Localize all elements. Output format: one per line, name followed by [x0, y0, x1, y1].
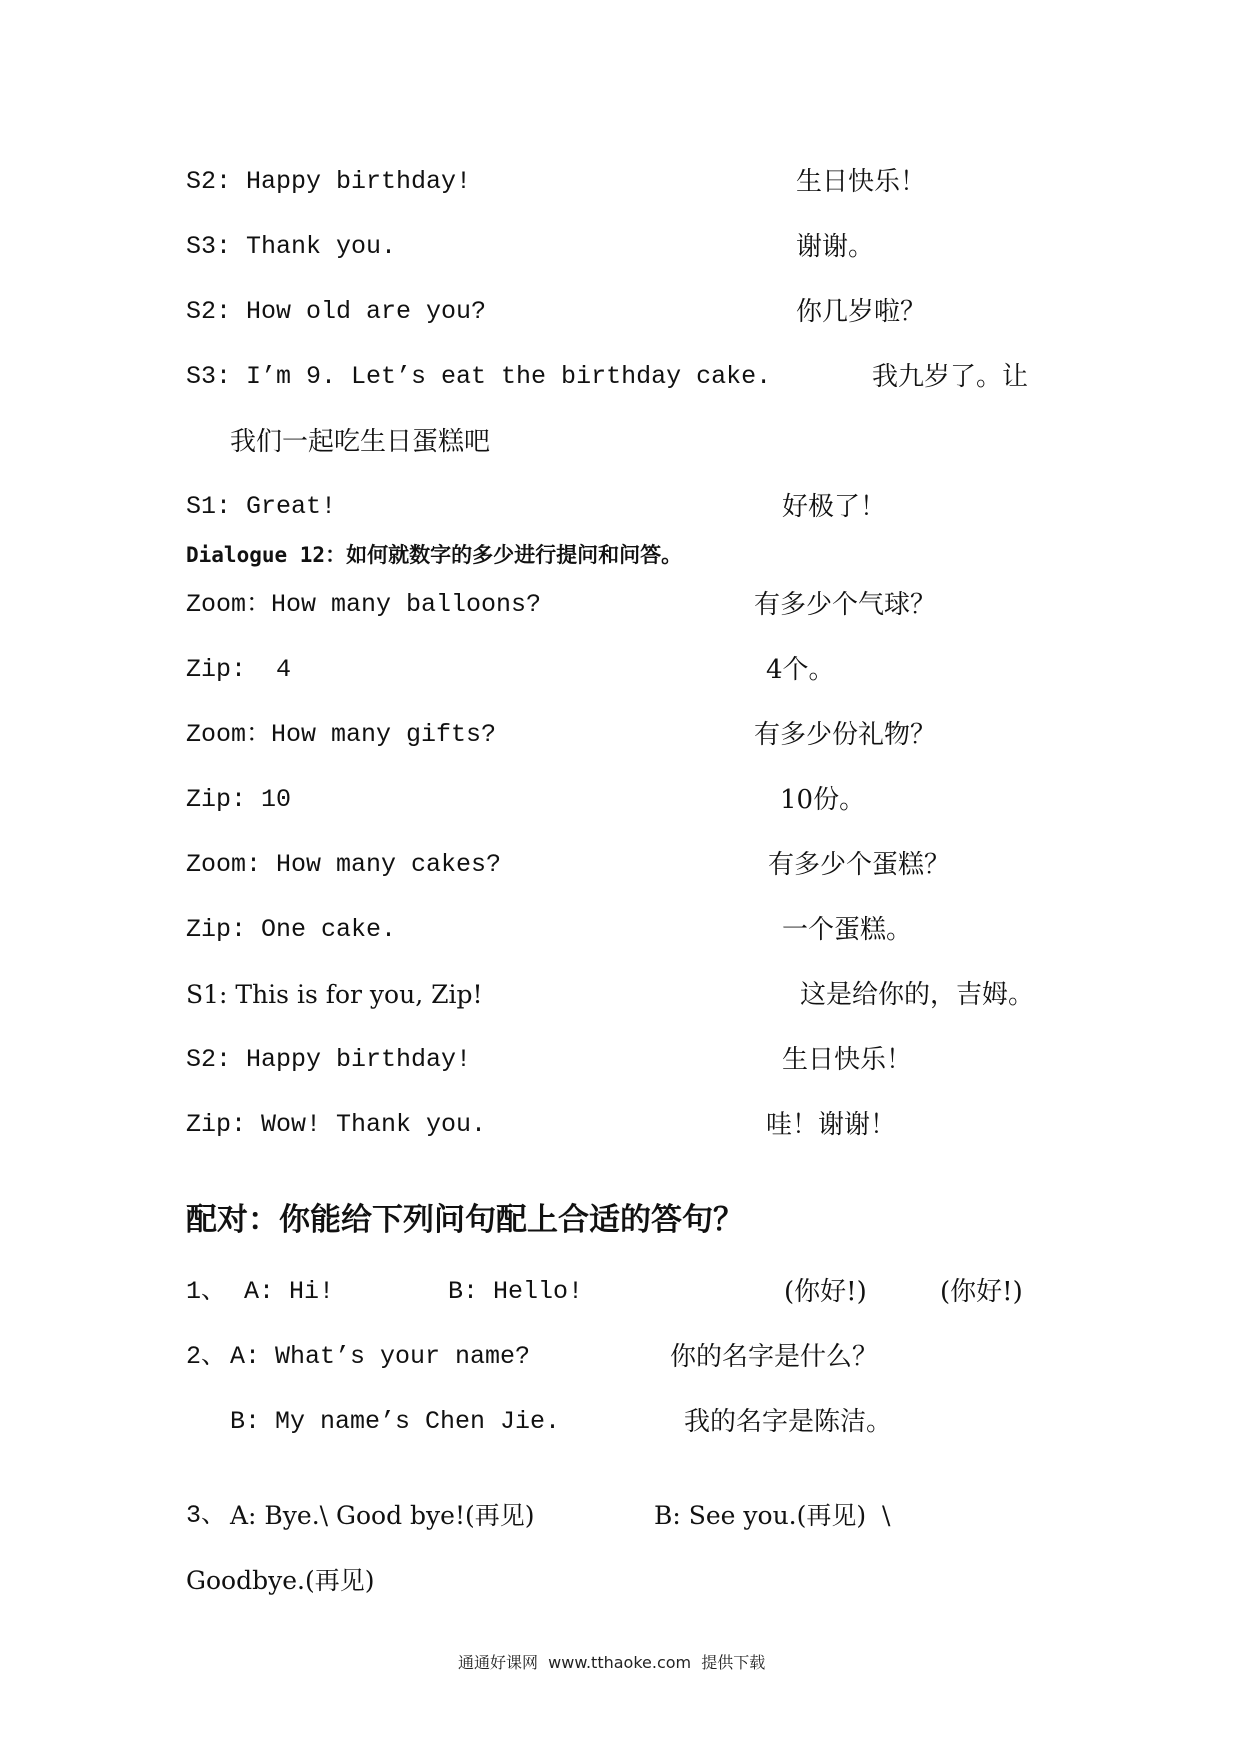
- dialogue-line-en: S3: Thank you.: [186, 232, 397, 261]
- dialogue-line-cn: 生日快乐！: [796, 167, 927, 197]
- dialogue-line-en: Zip: 10: [186, 785, 292, 814]
- dialogue-line-en: S2: Happy birthday!: [186, 167, 472, 196]
- question-a: A: What’s your name?: [230, 1342, 531, 1371]
- answer-b: B: Hello!: [448, 1277, 584, 1306]
- dialogue-line-en: S3: I’m 9. Let’s eat the birthday cake.: [186, 362, 772, 391]
- question-a: A: Bye.\ Good bye!(再见): [230, 1501, 535, 1530]
- page-footer: 通通好课网 www.tthaoke.com 提供下载: [458, 1653, 766, 1672]
- dialogue-line-en: Zip: One cake.: [186, 915, 397, 944]
- dialogue-line-en: S1: This is for you, Zip!: [186, 980, 483, 1009]
- question-a-translation: (你好!): [784, 1277, 867, 1307]
- answer-b: B: See you.(再见) \: [654, 1501, 891, 1530]
- dialogue-line-en: Zip: Wow! Thank you.: [186, 1110, 487, 1139]
- dialogue-line-cn: 10份。: [780, 785, 866, 815]
- item-number: 3、: [186, 1501, 227, 1530]
- answer-b-translation: (你好!): [940, 1277, 1023, 1307]
- dialogue-line-cn: 有多少个气球？: [754, 590, 937, 620]
- dialogue-line-en: S1: Great!: [186, 492, 337, 521]
- dialogue-line-cn: 4个。: [766, 655, 835, 685]
- dialogue-line-en: Zoom：How many gifts?: [186, 720, 497, 749]
- dialogue-heading: Dialogue 12：如何就数字的多少进行提问和问答。: [186, 543, 683, 567]
- dialogue-line-en: Zoom: How many cakes?: [186, 850, 502, 879]
- dialogue-line-cn: 我九岁了。让: [872, 362, 1029, 392]
- item-number: 1、: [186, 1277, 227, 1306]
- item-number: 2、: [186, 1342, 227, 1371]
- dialogue-line-cn: 有多少个蛋糕？: [768, 850, 951, 880]
- question-a-translation: 你的名字是什么？: [670, 1342, 879, 1372]
- dialogue-line-cn: 一个蛋糕。: [782, 915, 913, 945]
- answer-b-continued: Goodbye.(再见): [186, 1566, 375, 1595]
- dialogue-line-cn: 谢谢。: [796, 232, 875, 262]
- dialogue-line-cn: 好极了！: [782, 492, 887, 522]
- section-title: 配对：你能给下列问句配上合适的答句？: [186, 1202, 744, 1238]
- dialogue-line-cn: 你几岁啦？: [796, 297, 927, 327]
- question-a: A: Hi!: [244, 1277, 335, 1306]
- dialogue-line-en: Zip: 4: [186, 655, 292, 684]
- dialogue-line-en: S2: How old are you?: [186, 297, 487, 326]
- dialogue-line-cn-continued: 我们一起吃生日蛋糕吧: [230, 427, 491, 457]
- dialogue-line-en: S2: Happy birthday!: [186, 1045, 472, 1074]
- answer-b-translation: 我的名字是陈洁。: [684, 1407, 893, 1437]
- dialogue-line-en: Zoom：How many balloons?: [186, 590, 542, 619]
- dialogue-line-cn: 有多少份礼物？: [754, 720, 937, 750]
- dialogue-line-cn: 这是给你的，吉姆。: [800, 980, 1035, 1010]
- answer-b: B: My name’s Chen Jie.: [230, 1407, 561, 1436]
- dialogue-line-cn: 生日快乐！: [782, 1045, 913, 1075]
- dialogue-line-cn: 哇！谢谢！: [766, 1110, 897, 1140]
